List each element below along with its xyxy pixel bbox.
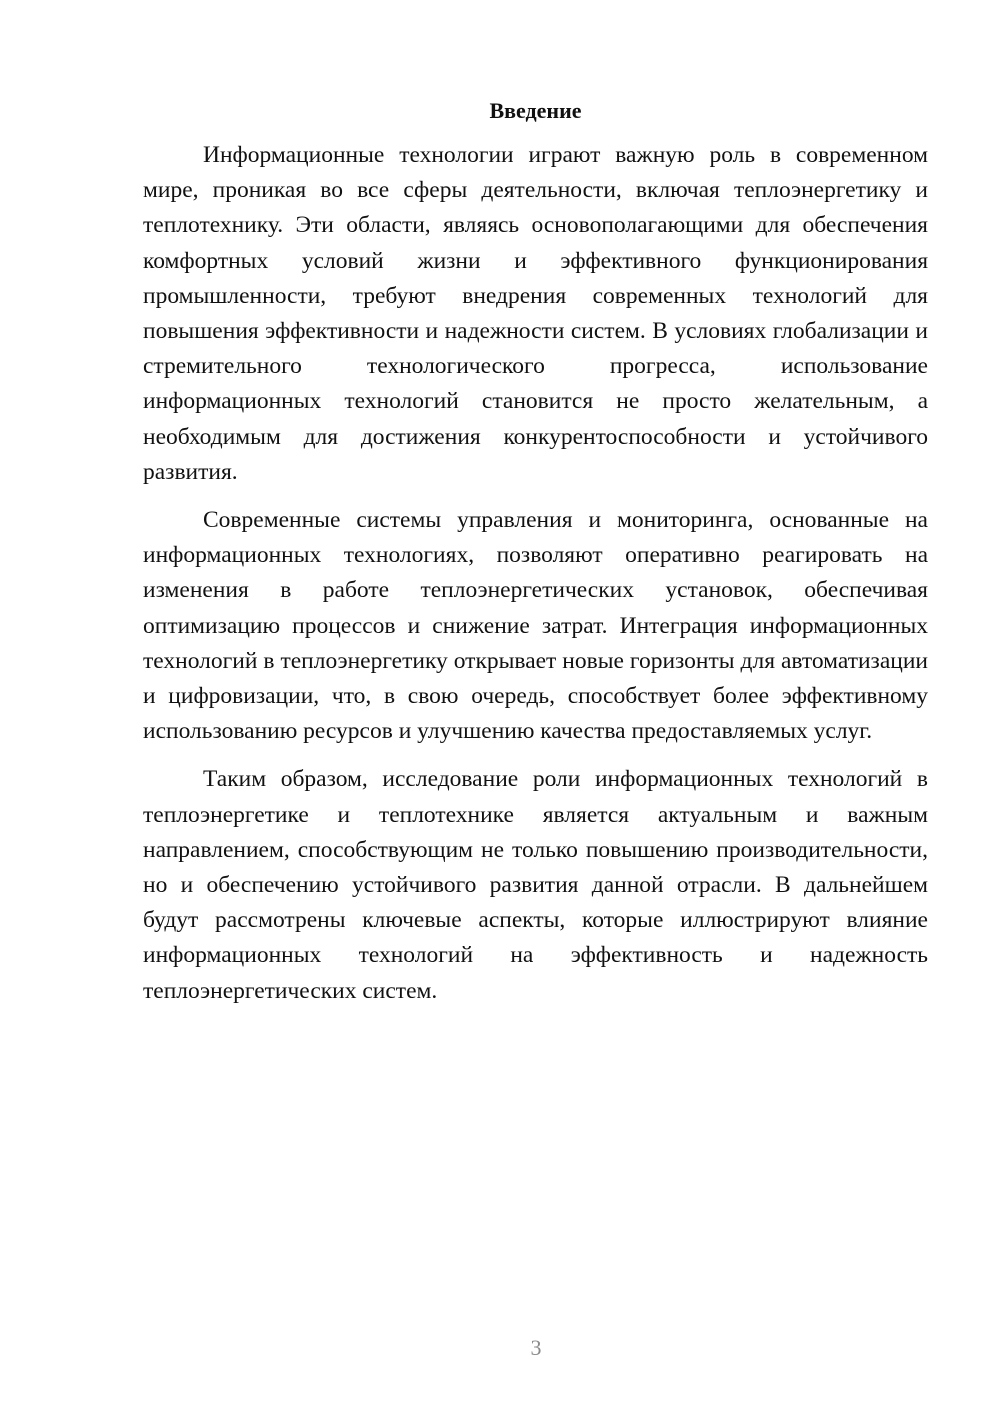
paragraph-monitoring-systems: Современные системы управления и мониторинга, основанные на информационных технологиях, позволяют оперативно реагировать на изменения в работе теплоэнергетических установок, обеспечивая оптимизацию процессов и снижение затрат. Интеграция информационных технологий в теплоэнергетику открывает новые горизонты для автоматизации и цифровизации, что, в свою очередь, способствует более эффективному использованию ресурсов и улучшению качества предоставляемых услуг. bbox=[143, 507, 928, 745]
page-content bbox=[143, 96, 928, 1022]
paragraph-conclusion: Таким образом, исследование роли информационных технологий в теплоэнергетике и теплотехнике является актуальным и важным направлением, способствующим не только повышению производительности, но и обеспечению устойчивого развития данной отрасли. В дальнейшем будут рассмотрены ключевые аспекты, которые иллюстрируют влияние информационных технологий на эффективность и надежность теплоэнергетических систем. bbox=[143, 766, 928, 1004]
paragraph-intro: Информационные технологии играют важную роль в современном мире, проникая во все сферы деятельности, включая теплоэнергетику и теплотехнику. Эти области, являясь основополагающими для обеспечения комфортных условий жизни и эффективного функционирования промышленности, требуют внедрения современных технологий для повышения эффективности и надежности систем. В условиях глобализации и стремительного технологического прогресса, использование информационных технологий становится не просто желательным, а необходимым для достижения конкурентоспособности и устойчивого развития. bbox=[143, 142, 928, 485]
page-number: 3 bbox=[530, 1335, 542, 1360]
section-title: Введение bbox=[489, 98, 582, 123]
